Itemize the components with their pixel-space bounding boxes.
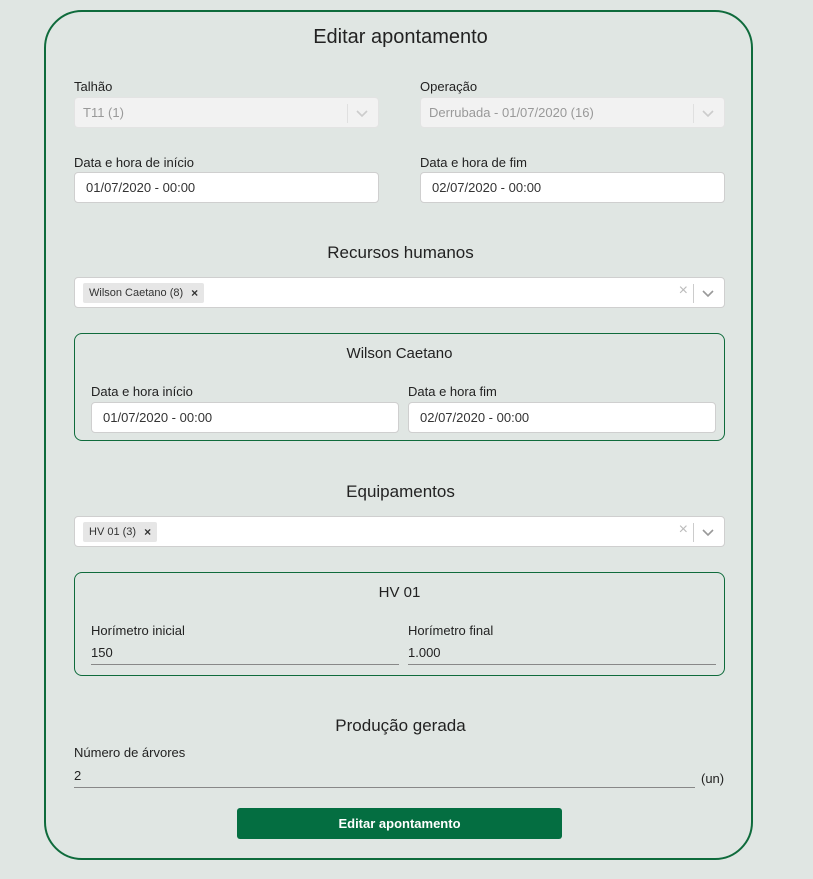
recurso-inicio-value: 01/07/2020 - 00:00 (103, 410, 213, 425)
arvores-input[interactable] (74, 764, 695, 788)
recurso-chip (83, 283, 204, 303)
clear-icon[interactable]: × (678, 282, 688, 299)
edit-form-card (44, 10, 753, 860)
fim-label: Data e hora de fim (420, 155, 527, 170)
recurso-fim-input[interactable] (408, 402, 716, 433)
equipamentos-section-title: Equipamentos (346, 482, 455, 501)
recurso-fim-value: 02/07/2020 - 00:00 (420, 410, 530, 425)
arvores-unit: (un) (701, 771, 725, 786)
recurso-card-title: Wilson Caetano (346, 345, 453, 362)
chevron-down-icon[interactable] (700, 522, 716, 542)
chevron-down-icon (700, 103, 716, 123)
recursos-section-title: Recursos humanos (327, 243, 474, 262)
inicio-datetime-input[interactable] (74, 172, 379, 203)
select-separator (347, 104, 348, 123)
select-separator (693, 104, 694, 123)
horimetro-final-value: 1.000 (408, 645, 441, 660)
horimetro-inicial-input[interactable] (91, 641, 399, 665)
recurso-detail-card (74, 333, 725, 441)
talhao-value: T11 (1) (83, 105, 124, 120)
inicio-value: 01/07/2020 - 00:00 (86, 180, 196, 195)
recurso-fim-label: Data e hora fim (408, 384, 497, 399)
talhao-label: Talhão (74, 79, 113, 94)
talhao-select[interactable] (74, 97, 379, 128)
fim-datetime-input[interactable] (420, 172, 725, 203)
select-separator (693, 284, 694, 303)
equipamento-chip (83, 522, 157, 542)
recurso-chip-label: Wilson Caetano (8) (89, 287, 184, 299)
select-separator (693, 523, 694, 542)
remove-chip-icon[interactable]: × (191, 286, 199, 300)
equipamentos-multiselect[interactable] (74, 516, 725, 547)
producao-section-title: Produção gerada (335, 716, 466, 735)
recursos-multiselect[interactable] (74, 277, 725, 308)
equipamento-chip-label: HV 01 (3) (89, 526, 137, 538)
operacao-select[interactable] (420, 97, 725, 128)
chevron-down-icon[interactable] (700, 283, 716, 303)
inicio-label: Data e hora de início (74, 155, 194, 170)
arvores-label: Número de árvores (74, 745, 186, 760)
horimetro-final-input[interactable] (408, 641, 716, 665)
chevron-down-icon (354, 103, 370, 123)
horimetro-final-label: Horímetro final (408, 623, 494, 638)
horimetro-inicial-value: 150 (91, 645, 113, 660)
equipamento-card-title: HV 01 (378, 584, 421, 601)
recurso-inicio-label: Data e hora início (91, 384, 193, 399)
equipamento-detail-card (74, 572, 725, 676)
operacao-label: Operação (420, 79, 478, 94)
arvores-value: 2 (74, 768, 82, 783)
page-title: Editar apontamento (313, 26, 488, 48)
recurso-inicio-input[interactable] (91, 402, 399, 433)
remove-chip-icon[interactable]: × (144, 525, 152, 539)
operacao-value: Derrubada - 01/07/2020 (16) (429, 105, 594, 120)
submit-button[interactable]: Editar apontamento (237, 808, 562, 839)
fim-value: 02/07/2020 - 00:00 (432, 180, 542, 195)
horimetro-inicial-label: Horímetro inicial (91, 623, 185, 638)
clear-icon[interactable]: × (678, 521, 688, 538)
